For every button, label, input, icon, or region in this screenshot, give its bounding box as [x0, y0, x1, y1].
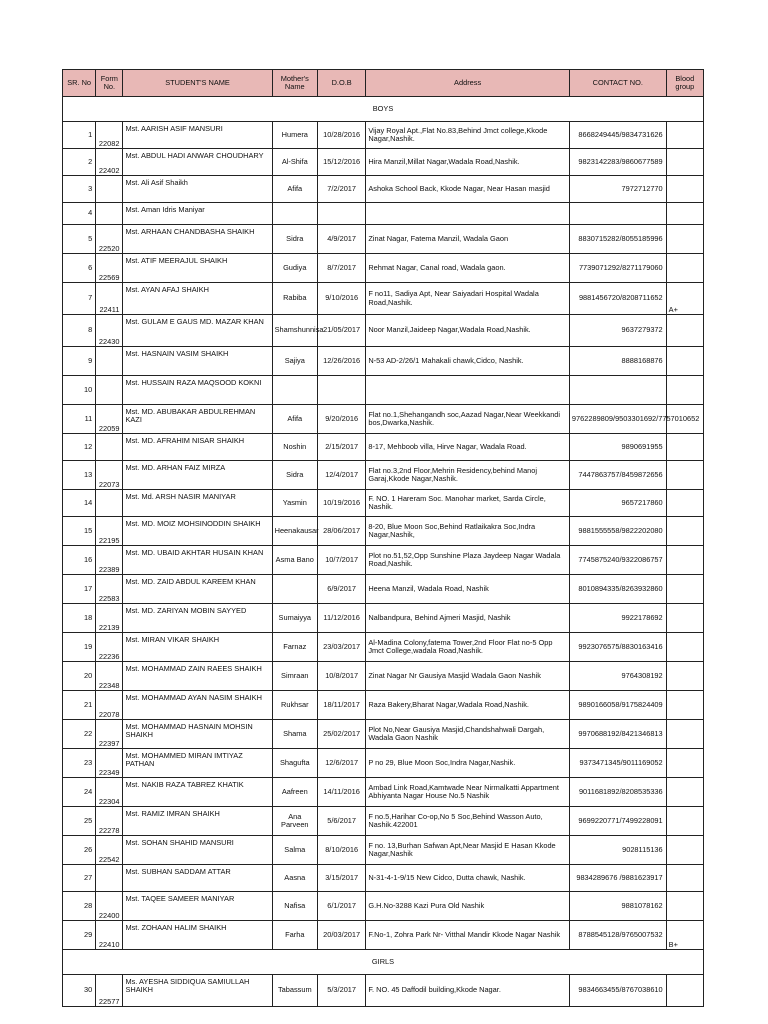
blood-group-cell: [666, 865, 703, 892]
mother-name-cell: Tabassum: [272, 975, 317, 1007]
sr-cell: 30: [63, 975, 96, 1007]
sr-cell: 4: [63, 203, 96, 225]
sr-cell: 9: [63, 347, 96, 376]
contact-cell: 7447863757/8459872656: [569, 461, 666, 490]
blood-group-cell: [666, 778, 703, 807]
student-name-cell: Mst. Ali Asif Shaikh: [123, 176, 272, 203]
mother-name-cell: Nafisa: [272, 892, 317, 921]
form-no-cell: 22542: [96, 836, 123, 865]
form-no-cell: [96, 865, 123, 892]
table-row: [63, 347, 704, 376]
form-no-cell: 22397: [96, 720, 123, 749]
mother-name-cell: Asma Bano: [272, 546, 317, 575]
sr-cell: 29: [63, 921, 96, 950]
table-row: [63, 315, 704, 347]
contact-cell: 9823142283/9860677589: [569, 149, 666, 176]
address-cell: Ambad Link Road,Kamtwade Near Nirmalkatti Appartment Abhiyanta Nagar House No.5 Nashik: [366, 778, 570, 807]
contact-cell: 9834289676 /9881623917: [569, 865, 666, 892]
dob-cell: 21/05/2017: [317, 315, 365, 347]
student-name-cell: Mst. ABDUL HADI ANWAR CHOUDHARY: [123, 149, 272, 176]
dob-cell: 10/8/2017: [317, 662, 365, 691]
form-no-cell: 22278: [96, 807, 123, 836]
contact-cell: 8830715282/8055185996: [569, 225, 666, 254]
address-cell: Raza Bakery,Bharat Nagar,Wadala Road,Nashik.: [366, 691, 570, 720]
dob-cell: 11/12/2016: [317, 604, 365, 633]
dob-cell: 20/03/2017: [317, 921, 365, 950]
blood-group-cell: [666, 975, 703, 1007]
mother-name-cell: Ana Parveen: [272, 807, 317, 836]
blood-group-cell: [666, 347, 703, 376]
contact-cell: 9881456720/8208711652: [569, 283, 666, 315]
dob-cell: 12/4/2017: [317, 461, 365, 490]
student-name-cell: Mst. SUBHAN SADDAM ATTAR: [123, 865, 272, 892]
student-name-cell: Mst. MD. ZAID ABDUL KAREEM KHAN: [123, 575, 272, 604]
form-no-cell: [96, 376, 123, 405]
blood-group-cell: [666, 490, 703, 517]
address-cell: [366, 376, 570, 405]
address-cell: F. NO. 45 Daffodil building,Kkode Nagar.: [366, 975, 570, 1007]
student-name-cell: Mst. RAMIZ IMRAN SHAIKH: [123, 807, 272, 836]
table-row: [63, 517, 704, 546]
address-cell: Plot no.51,52,Opp Sunshine Plaza Jaydeep Nagar Wadala Road,Nashik.: [366, 546, 570, 575]
table-row: [63, 283, 704, 315]
form-no-cell: [96, 347, 123, 376]
sr-cell: 23: [63, 749, 96, 778]
student-name-cell: Ms. AYESHA SIDDIQUA SAMIULLAH SHAIKH: [123, 975, 272, 1007]
mother-name-cell: Al-Shifa: [272, 149, 317, 176]
blood-group-cell: [666, 203, 703, 225]
student-name-cell: Mst. MD. ARHAN FAIZ MIRZA: [123, 461, 272, 490]
dob-cell: 10/28/2016: [317, 122, 365, 149]
table-row: [63, 225, 704, 254]
student-name-cell: Mst. MOHAMMAD ZAIN RAEES SHAIKH: [123, 662, 272, 691]
student-name-cell: Mst. GULAM E GAUS MD. MAZAR KHAN: [123, 315, 272, 347]
student-name-cell: Mst. MD. MOIZ MOHSINODDIN SHAIKH: [123, 517, 272, 546]
address-cell: F no. 13,Burhan Safwan Apt,Near Masjid E Hasan Kkode Nagar,Nashik: [366, 836, 570, 865]
dob-cell: 6/1/2017: [317, 892, 365, 921]
contact-cell: 8010894335/8263932860: [569, 575, 666, 604]
sr-cell: 2: [63, 149, 96, 176]
blood-group-cell: [666, 749, 703, 778]
student-name-cell: Mst. AARISH ASIF MANSURI: [123, 122, 272, 149]
blood-group-cell: [666, 662, 703, 691]
dob-cell: 8/7/2017: [317, 254, 365, 283]
blood-group-cell: [666, 575, 703, 604]
table-row: [63, 633, 704, 662]
student-name-cell: Mst. MD. ZARIYAN MOBIN SAYYED: [123, 604, 272, 633]
form-no-cell: 22139: [96, 604, 123, 633]
blood-group-cell: [666, 517, 703, 546]
sr-cell: 17: [63, 575, 96, 604]
mother-name-cell: Sumaiyya: [272, 604, 317, 633]
blood-group-cell: [666, 691, 703, 720]
contact-cell: 9834663455/8767038610: [569, 975, 666, 1007]
student-name-cell: Mst. AYAN AFAJ SHAIKH: [123, 283, 272, 315]
address-cell: F. NO. 1 Hareram Soc. Manohar market, Sarda Circle, Nashik.: [366, 490, 570, 517]
col-header-dob: D.O.B: [317, 70, 365, 97]
table-row: [63, 662, 704, 691]
blood-group-cell: [666, 720, 703, 749]
student-name-cell: Mst. MOHAMMAD AYAN NASIM SHAIKH: [123, 691, 272, 720]
col-header-sr: SR. No: [63, 70, 96, 97]
form-no-cell: 22073: [96, 461, 123, 490]
sr-cell: 19: [63, 633, 96, 662]
dob-cell: 25/02/2017: [317, 720, 365, 749]
student-name-cell: Mst. SOHAN SHAHID MANSURI: [123, 836, 272, 865]
contact-cell: 7745875240/9322086757: [569, 546, 666, 575]
blood-group-cell: [666, 604, 703, 633]
blood-group-cell: [666, 546, 703, 575]
address-cell: [366, 203, 570, 225]
sr-cell: 6: [63, 254, 96, 283]
student-name-cell: Mst. ZOHAAN HALIM SHAIKH: [123, 921, 272, 950]
student-name-cell: Mst. MOHAMMAD HASNAIN MOHSIN SHAIKH: [123, 720, 272, 749]
blood-group-cell: [666, 149, 703, 176]
contact-cell: 9764308192: [569, 662, 666, 691]
section-label-boys: BOYS: [63, 97, 704, 122]
student-name-cell: Mst. MD. AFRAHIM NISAR SHAIKH: [123, 434, 272, 461]
section-row-girls: [63, 950, 704, 975]
mother-name-cell: Farha: [272, 921, 317, 950]
col-header-mother-name: Mother's Name: [272, 70, 317, 97]
dob-cell: 5/3/2017: [317, 975, 365, 1007]
table-row: [63, 203, 704, 225]
student-name-cell: Mst. HUSSAIN RAZA MAQSOOD KOKNI: [123, 376, 272, 405]
blood-group-cell: [666, 836, 703, 865]
col-header-address: Address: [366, 70, 570, 97]
student-name-cell: Mst. TAQEE SAMEER MANIYAR: [123, 892, 272, 921]
form-no-cell: 22430: [96, 315, 123, 347]
table-row: [63, 122, 704, 149]
dob-cell: 9/10/2016: [317, 283, 365, 315]
blood-group-cell: [666, 122, 703, 149]
contact-cell: 9011681892/8208535336: [569, 778, 666, 807]
mother-name-cell: Salma: [272, 836, 317, 865]
form-no-cell: 22059: [96, 405, 123, 434]
form-no-cell: 22389: [96, 546, 123, 575]
table-row: [63, 254, 704, 283]
address-cell: Al-Madina Colony,fatema Tower,2nd Floor Flat no-5 Opp Jmct College,wadala Road,Nashik.: [366, 633, 570, 662]
mother-name-cell: Aafreen: [272, 778, 317, 807]
contact-cell: 9762289809/9503301692/7757010652: [569, 405, 666, 434]
dob-cell: 2/15/2017: [317, 434, 365, 461]
address-cell: Heena Manzil, Wadala Road, Nashik: [366, 575, 570, 604]
address-cell: G.H.No-3288 Kazi Pura Old Nashik: [366, 892, 570, 921]
header-row: [63, 70, 704, 97]
blood-group-cell: A+: [666, 283, 703, 315]
mother-name-cell: Gudiya: [272, 254, 317, 283]
address-cell: P no 29, Blue Moon Soc,Indra Nagar,Nashik.: [366, 749, 570, 778]
sr-cell: 15: [63, 517, 96, 546]
table-row: [63, 604, 704, 633]
col-header-student-name: STUDENT'S NAME: [123, 70, 272, 97]
sr-cell: 26: [63, 836, 96, 865]
address-cell: Zinat Nagar Nr Gausiya Masjid Wadala Gaon Nashik: [366, 662, 570, 691]
address-cell: Flat no.3,2nd Floor,Mehrin Residency,behind Manoj Garaj,Kkode Nagar,Nashik.: [366, 461, 570, 490]
dob-cell: 8/10/2016: [317, 836, 365, 865]
dob-cell: 23/03/2017: [317, 633, 365, 662]
blood-group-cell: [666, 176, 703, 203]
blood-group-cell: [666, 461, 703, 490]
sr-cell: 25: [63, 807, 96, 836]
contact-cell: 9657217860: [569, 490, 666, 517]
sr-cell: 21: [63, 691, 96, 720]
contact-cell: 9922178692: [569, 604, 666, 633]
col-header-form: Form No.: [96, 70, 123, 97]
form-no-cell: 22520: [96, 225, 123, 254]
col-header-blood-group: Blood group: [666, 70, 703, 97]
form-no-cell: 22236: [96, 633, 123, 662]
contact-cell: 9970688192/8421346813: [569, 720, 666, 749]
contact-cell: 9881078162: [569, 892, 666, 921]
table-row: [63, 434, 704, 461]
sr-cell: 3: [63, 176, 96, 203]
student-name-cell: Mst. MD. ABUBAKAR ABDULREHMAN KAZI: [123, 405, 272, 434]
contact-cell: [569, 203, 666, 225]
contact-cell: 9890166058/9175824409: [569, 691, 666, 720]
dob-cell: 18/11/2017: [317, 691, 365, 720]
blood-group-cell: [666, 892, 703, 921]
sr-cell: 27: [63, 865, 96, 892]
mother-name-cell: Humera: [272, 122, 317, 149]
blood-group-cell: B+: [666, 921, 703, 950]
blood-group-cell: [666, 315, 703, 347]
dob-cell: 15/12/2016: [317, 149, 365, 176]
table-row: [63, 176, 704, 203]
contact-cell: 9028115136: [569, 836, 666, 865]
mother-name-cell: [272, 203, 317, 225]
table-row: [63, 865, 704, 892]
sr-cell: 5: [63, 225, 96, 254]
dob-cell: 14/11/2016: [317, 778, 365, 807]
blood-group-cell: [666, 225, 703, 254]
sr-cell: 14: [63, 490, 96, 517]
contact-cell: 9373471345/9011169052: [569, 749, 666, 778]
contact-cell: 8888168876: [569, 347, 666, 376]
table-row: [63, 921, 704, 950]
sr-cell: 28: [63, 892, 96, 921]
sr-cell: 20: [63, 662, 96, 691]
mother-name-cell: Noshin: [272, 434, 317, 461]
mother-name-cell: Afifa: [272, 176, 317, 203]
sr-cell: 24: [63, 778, 96, 807]
sr-cell: 7: [63, 283, 96, 315]
sr-cell: 11: [63, 405, 96, 434]
student-name-cell: Mst. ARHAAN CHANDBASHA SHAIKH: [123, 225, 272, 254]
address-cell: Ashoka School Back, Kkode Nagar, Near Hasan masjid: [366, 176, 570, 203]
contact-cell: 7739071292/8271179060: [569, 254, 666, 283]
student-roster-table: [62, 69, 704, 1007]
blood-group-cell: [666, 376, 703, 405]
table-row: [63, 749, 704, 778]
mother-name-cell: Shama: [272, 720, 317, 749]
contact-cell: 8668249445/9834731626: [569, 122, 666, 149]
table-row: [63, 461, 704, 490]
address-cell: Rehmat Nagar, Canal road, Wadala gaon.: [366, 254, 570, 283]
table-row: [63, 778, 704, 807]
mother-name-cell: Afifa: [272, 405, 317, 434]
form-no-cell: 22410: [96, 921, 123, 950]
section-label-girls: GIRLS: [63, 950, 704, 975]
address-cell: Nalbandpura, Behind Ajmeri Masjid, Nashik: [366, 604, 570, 633]
address-cell: F no11, Sadiya Apt, Near Saiyadari Hospital Wadala Road,Nashik.: [366, 283, 570, 315]
mother-name-cell: Farnaz: [272, 633, 317, 662]
address-cell: 8-20, Blue Moon Soc,Behind Ratlaikakra Soc,Indra Nagar,Nashik,: [366, 517, 570, 546]
mother-name-cell: Sidra: [272, 225, 317, 254]
mother-name-cell: Aasna: [272, 865, 317, 892]
address-cell: N-53 AD-2/26/1 Mahakali chawk,Cidco, Nashik.: [366, 347, 570, 376]
dob-cell: 10/7/2017: [317, 546, 365, 575]
dob-cell: [317, 203, 365, 225]
address-cell: Noor Manzil,Jaideep Nagar,Wadala Road,Nashik.: [366, 315, 570, 347]
table-row: [63, 149, 704, 176]
mother-name-cell: Shagufta: [272, 749, 317, 778]
sr-cell: 12: [63, 434, 96, 461]
form-no-cell: 22400: [96, 892, 123, 921]
table-row: [63, 546, 704, 575]
mother-name-cell: Heenakausar: [272, 517, 317, 546]
blood-group-cell: [666, 807, 703, 836]
table-row: [63, 575, 704, 604]
mother-name-cell: Sidra: [272, 461, 317, 490]
form-no-cell: 22348: [96, 662, 123, 691]
mother-name-cell: Yasmin: [272, 490, 317, 517]
table-row: [63, 892, 704, 921]
mother-name-cell: Shamshunnisa: [272, 315, 317, 347]
dob-cell: 9/20/2016: [317, 405, 365, 434]
form-no-cell: 22078: [96, 691, 123, 720]
form-no-cell: 22349: [96, 749, 123, 778]
dob-cell: 4/9/2017: [317, 225, 365, 254]
dob-cell: 12/26/2016: [317, 347, 365, 376]
dob-cell: 5/6/2017: [317, 807, 365, 836]
sr-cell: 18: [63, 604, 96, 633]
contact-cell: 7972712770: [569, 176, 666, 203]
form-no-cell: [96, 176, 123, 203]
dob-cell: 10/19/2016: [317, 490, 365, 517]
form-no-cell: 22304: [96, 778, 123, 807]
address-cell: Hira Manzil,Millat Nagar,Wadala Road,Nashik.: [366, 149, 570, 176]
address-cell: Zinat Nagar, Fatema Manzil, Wadala Gaon: [366, 225, 570, 254]
student-name-cell: Mst. MIRAN VIKAR SHAIKH: [123, 633, 272, 662]
form-no-cell: [96, 203, 123, 225]
table-row: [63, 975, 704, 1007]
address-cell: F.No-1, Zohra Park Nr- Vitthal Mandir Kkode Nagar Nashik: [366, 921, 570, 950]
contact-cell: [569, 376, 666, 405]
table-row: [63, 807, 704, 836]
dob-cell: 7/2/2017: [317, 176, 365, 203]
mother-name-cell: Simraan: [272, 662, 317, 691]
sr-cell: 22: [63, 720, 96, 749]
student-name-cell: Mst. Aman Idris Maniyar: [123, 203, 272, 225]
contact-cell: 8788545128/9765007532: [569, 921, 666, 950]
contact-cell: 9923076575/8830163416: [569, 633, 666, 662]
sr-cell: 10: [63, 376, 96, 405]
section-row-boys: [63, 97, 704, 122]
table-row: [63, 836, 704, 865]
mother-name-cell: [272, 376, 317, 405]
table-row: [63, 405, 704, 434]
student-name-cell: Mst. MOHAMMED MIRAN IMTIYAZ PATHAN: [123, 749, 272, 778]
form-no-cell: [96, 490, 123, 517]
address-cell: Vijay Royal Apt.,Flat No.83,Behind Jmct college,Kkode Nagar,Nashik.: [366, 122, 570, 149]
form-no-cell: 22583: [96, 575, 123, 604]
student-name-cell: Mst. MD. UBAID AKHTAR HUSAIN KHAN: [123, 546, 272, 575]
mother-name-cell: Rabiba: [272, 283, 317, 315]
table-row: [63, 376, 704, 405]
table-body: [63, 97, 704, 1007]
dob-cell: 3/15/2017: [317, 865, 365, 892]
dob-cell: 12/6/2017: [317, 749, 365, 778]
contact-cell: 9890691955: [569, 434, 666, 461]
student-name-cell: Mst. HASNAIN VASIM SHAIKH: [123, 347, 272, 376]
sr-cell: 13: [63, 461, 96, 490]
mother-name-cell: Sajiya: [272, 347, 317, 376]
table-row: [63, 720, 704, 749]
dob-cell: 28/06/2017: [317, 517, 365, 546]
address-cell: F no.5,Harihar Co-op,No 5 Soc,Behind Wasson Auto, Nashik.422001: [366, 807, 570, 836]
mother-name-cell: [272, 575, 317, 604]
form-no-cell: 22082: [96, 122, 123, 149]
contact-cell: 9699220771/7499228091: [569, 807, 666, 836]
dob-cell: [317, 376, 365, 405]
contact-cell: 9881555558/9822202080: [569, 517, 666, 546]
form-no-cell: [96, 434, 123, 461]
dob-cell: 6/9/2017: [317, 575, 365, 604]
student-name-cell: Mst. Md. ARSH NASIR MANIYAR: [123, 490, 272, 517]
blood-group-cell: [666, 254, 703, 283]
table-row: [63, 691, 704, 720]
table-row: [63, 490, 704, 517]
blood-group-cell: [666, 434, 703, 461]
form-no-cell: 22569: [96, 254, 123, 283]
sr-cell: 1: [63, 122, 96, 149]
blood-group-cell: [666, 633, 703, 662]
sr-cell: 16: [63, 546, 96, 575]
address-cell: Flat no.1,Shehangandh soc,Aazad Nagar,Near Weekkandi bos,Dwarka,Nashik.: [366, 405, 570, 434]
form-no-cell: 22411: [96, 283, 123, 315]
col-header-contact: CONTACT NO.: [569, 70, 666, 97]
address-cell: 8-17, Mehboob villa, Hirve Nagar, Wadala Road.: [366, 434, 570, 461]
form-no-cell: 22577: [96, 975, 123, 1007]
mother-name-cell: Rukhsar: [272, 691, 317, 720]
address-cell: N-31-4-1-9/15 New Cidco, Dutta chawk, Nashik.: [366, 865, 570, 892]
contact-cell: 9637279372: [569, 315, 666, 347]
address-cell: Plot No,Near Gausiya Masjid,Chandshahwali Dargah, Wadala Gaon Nashik: [366, 720, 570, 749]
student-name-cell: Mst. ATIF MEERAJUL SHAIKH: [123, 254, 272, 283]
form-no-cell: 22402: [96, 149, 123, 176]
form-no-cell: 22195: [96, 517, 123, 546]
student-name-cell: Mst. NAKIB RAZA TABREZ KHATIK: [123, 778, 272, 807]
sr-cell: 8: [63, 315, 96, 347]
